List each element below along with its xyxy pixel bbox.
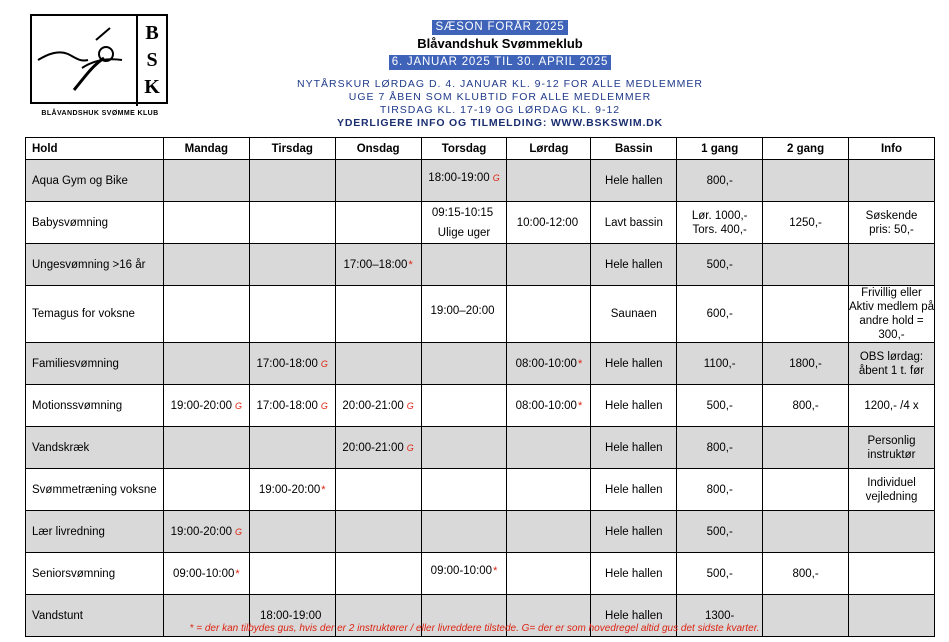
cell-tirsdag-time: 17:00-18:00 (256, 399, 318, 412)
cell-bassin: Hele hallen (591, 244, 677, 286)
table-row (26, 427, 935, 469)
cell-mandag-mark: G (235, 526, 243, 537)
cell-info (849, 511, 935, 553)
col-header-2-gang: 2 gang (763, 138, 849, 160)
info-line-1: Individuel (867, 476, 916, 489)
price-1-gang: 500,- (706, 258, 733, 271)
cell-tirsdag-time: 19:00-20:00 (258, 483, 321, 496)
cell-1-gang (677, 343, 763, 385)
price-1-gang: 500,- (706, 399, 733, 412)
cell-tirsdag (249, 385, 335, 427)
cell-tirsdag (249, 511, 335, 553)
cell-2-gang (763, 427, 849, 469)
cell-lordag (507, 286, 591, 343)
cell-lordag-time: 10:00-12:00 (516, 216, 579, 229)
cell-tirsdag (249, 160, 335, 202)
logo-letter-b: B (145, 22, 159, 44)
logo-letter-box (136, 16, 166, 106)
cell-mandag-time: 19:00-20:00 (170, 399, 233, 412)
cell-bassin: Hele hallen (591, 385, 677, 427)
info-line-2: pris: 50,- (869, 223, 914, 236)
cell-tirsdag-time: 18:00-19:00 (260, 609, 322, 622)
cell-info (849, 202, 935, 244)
cell-onsdag (335, 202, 421, 244)
cell-info (849, 553, 935, 595)
table-row (26, 244, 935, 286)
cell-2-gang (763, 160, 849, 202)
cell-tirsdag (249, 343, 335, 385)
cell-lordag (507, 160, 591, 202)
cell-onsdag (335, 469, 421, 511)
cell-torsdag-time: 09:15-10:15 (431, 206, 494, 219)
col-header-tirsdag: Tirsdag (249, 138, 335, 160)
logo-letter-s: S (146, 49, 158, 71)
cell-torsdag (421, 385, 507, 427)
cell-mandag-mark: G (235, 400, 243, 411)
table-row (26, 385, 935, 427)
cell-info (849, 343, 935, 385)
table-row (26, 511, 935, 553)
footnote: * = der kan tilbydes gus, hvis der er 2 instruktører / eller livreddere tilstede. G= der er som hovedregel altid gus det sidste kvarter. (189, 623, 760, 634)
price-1-gang: 500,- (706, 525, 733, 538)
swimmer-logo-icon (34, 20, 132, 104)
price-1-gang: 1300- (704, 609, 735, 622)
cell-onsdag (335, 160, 421, 202)
info-line-1: 1200,- /4 x (864, 399, 919, 412)
cell-onsdag (335, 385, 421, 427)
cell-onsdag (335, 511, 421, 553)
info-line-1: Frivillig eller Aktiv medlem på (849, 287, 935, 313)
cell-mandag (163, 286, 249, 343)
cell-lordag-mark: * (577, 357, 583, 370)
cell-onsdag (335, 286, 421, 343)
cell-2-gang: 800,- (763, 385, 849, 427)
cell-torsdag-time: 18:00-19:00 (428, 171, 490, 184)
cell-lordag (507, 427, 591, 469)
cell-mandag (163, 343, 249, 385)
cell-torsdag (421, 286, 507, 343)
col-header-mandag: Mandag (163, 138, 249, 160)
cell-2-gang: 1250,- (763, 202, 849, 244)
club-name: Blåvandshuk Svømmeklub (417, 36, 583, 51)
cell-1-gang (677, 553, 763, 595)
cell-bassin: Hele hallen (591, 553, 677, 595)
table-row (26, 286, 935, 343)
page-header (200, 17, 800, 130)
cell-2-gang (763, 469, 849, 511)
cell-onsdag-time: 20:00-21:00 (342, 399, 404, 412)
cell-lordag (507, 511, 591, 553)
col-header-hold: Hold (26, 138, 164, 160)
cell-tirsdag-mark: G (320, 358, 328, 369)
cell-1-gang (677, 244, 763, 286)
cell-onsdag (335, 343, 421, 385)
cell-torsdag (421, 244, 507, 286)
cell-torsdag (421, 553, 507, 595)
cell-tirsdag (249, 469, 335, 511)
cell-torsdag (421, 202, 507, 244)
info-line-2: instruktør (867, 448, 916, 461)
cell-mandag (163, 160, 249, 202)
logo-caption: BLÅVANDSHUK SVØMME KLUB (41, 110, 159, 117)
cell-hold: Motionssvømning (26, 385, 164, 427)
cell-info (849, 286, 935, 343)
cell-lordag (507, 244, 591, 286)
cell-2-gang (763, 244, 849, 286)
cell-info (849, 427, 935, 469)
cell-bassin: Hele hallen (591, 595, 677, 637)
col-header-bassin: Bassin (591, 138, 677, 160)
cell-tirsdag (249, 427, 335, 469)
logo-frame (30, 14, 168, 104)
season-dates: 6. JANUAR 2025 TIL 30. APRIL 2025 (389, 55, 611, 70)
cell-onsdag (335, 427, 421, 469)
cell-hold: Vandstunt (26, 595, 164, 637)
cell-torsdag (421, 511, 507, 553)
notice-more-info: YDERLIGERE INFO OG TILMELDING: WWW.BSKSWIM.DK (337, 117, 663, 129)
cell-mandag (163, 553, 249, 595)
cell-hold: Babysvømning (26, 202, 164, 244)
cell-torsdag (421, 427, 507, 469)
cell-onsdag-time: 20:00-21:00 (342, 441, 404, 454)
cell-onsdag-mark: G (406, 442, 414, 453)
info-line-1: Søskende (865, 209, 918, 222)
club-logo (30, 14, 170, 124)
cell-lordag-time: 08:00-10:00 (515, 399, 577, 412)
cell-hold: Lær livredning (26, 511, 164, 553)
col-header-torsdag: Torsdag (421, 138, 507, 160)
info-line-2: åbent 1 t. før (858, 364, 925, 377)
cell-lordag (507, 385, 591, 427)
cell-bassin: Lavt bassin (591, 202, 677, 244)
cell-info (849, 385, 935, 427)
price-1-gang: 1100,- (703, 357, 736, 370)
cell-hold: Aqua Gym og Bike (26, 160, 164, 202)
cell-mandag-time: 09:00-10:00 (173, 567, 235, 580)
cell-tirsdag (249, 244, 335, 286)
info-line-2: andre hold = 300,- (859, 315, 924, 341)
cell-torsdag-mark: * (493, 564, 498, 577)
col-header-lordag: Lørdag (507, 138, 591, 160)
cell-mandag (163, 469, 249, 511)
cell-1-gang (677, 286, 763, 343)
cell-2-gang (763, 511, 849, 553)
cell-1-gang (677, 202, 763, 244)
table-row (26, 469, 935, 511)
schedule-table (25, 137, 935, 637)
price-1-gang: 800,- (706, 483, 733, 496)
cell-bassin: Hele hallen (591, 427, 677, 469)
notice-week-7: UGE 7 ÅBEN SOM KLUBTID FOR ALLE MEDLEMMER (348, 91, 652, 103)
notice-times: TIRSDAG KL. 17-19 OG LØRDAG KL. 9-12 (379, 104, 621, 116)
cell-lordag (507, 469, 591, 511)
cell-tirsdag (249, 202, 335, 244)
cell-bassin: Saunaen (591, 286, 677, 343)
cell-hold: Vandskræk (26, 427, 164, 469)
cell-1-gang (677, 427, 763, 469)
cell-1-gang (677, 160, 763, 202)
cell-lordag (507, 202, 591, 244)
cell-info (849, 160, 935, 202)
price-1-gang: Lør. 1000,- (691, 209, 748, 222)
cell-tirsdag-time: 17:00-18:00 (256, 357, 318, 370)
cell-mandag (163, 244, 249, 286)
cell-tirsdag-mark: G (320, 400, 328, 411)
cell-hold: Seniorsvømning (26, 553, 164, 595)
price-1-gang: 800,- (706, 441, 733, 454)
logo-letter-k: K (144, 76, 160, 98)
cell-onsdag-mark: * (408, 258, 413, 271)
cell-2-gang: 800,- (763, 553, 849, 595)
cell-hold: Familiesvømning (26, 343, 164, 385)
cell-torsdag (421, 343, 507, 385)
cell-tirsdag (249, 553, 335, 595)
cell-onsdag (335, 553, 421, 595)
cell-mandag-mark: * (235, 567, 240, 580)
table-row (26, 202, 935, 244)
cell-mandag (163, 511, 249, 553)
cell-2-gang: 1800,- (763, 343, 849, 385)
info-line-1: Personlig (867, 434, 916, 447)
cell-info (849, 469, 935, 511)
col-header-onsdag: Onsdag (335, 138, 421, 160)
cell-1-gang (677, 469, 763, 511)
cell-torsdag-time: 19:00–20:00 (430, 305, 495, 317)
notice-new-year: NYTÅRSKUR LØRDAG D. 4. JANUAR KL. 9-12 FOR ALLE MEDLEMMER (297, 78, 703, 90)
cell-bassin: Hele hallen (591, 469, 677, 511)
cell-hold: Ungesvømning >16 år (26, 244, 164, 286)
cell-lordag (507, 553, 591, 595)
cell-onsdag-mark: G (406, 400, 414, 411)
cell-info (849, 244, 935, 286)
col-header-1-gang: 1 gang (677, 138, 763, 160)
cell-bassin: Hele hallen (591, 160, 677, 202)
cell-hold: Temagus for voksne (26, 286, 164, 343)
table-header-row (26, 138, 935, 160)
col-header-info: Info (849, 138, 935, 160)
price-1-gang: 500,- (706, 567, 733, 580)
cell-lordag-time: 08:00-10:00 (515, 357, 577, 370)
cell-1-gang (677, 385, 763, 427)
cell-torsdag (421, 469, 507, 511)
cell-lordag (507, 343, 591, 385)
cell-2-gang (763, 286, 849, 343)
cell-mandag (163, 202, 249, 244)
cell-lordag-mark: * (577, 399, 583, 412)
cell-torsdag-time: 09:00-10:00 (430, 564, 493, 577)
season-title: SÆSON FORÅR 2025 (432, 20, 567, 35)
cell-onsdag-time: 17:00–18:00 (343, 258, 408, 271)
info-line-2: vejledning (865, 490, 918, 503)
cell-1-gang (677, 511, 763, 553)
cell-torsdag-note: Ulige uger (437, 226, 491, 239)
cell-mandag-time: 19:00-20:00 (170, 525, 233, 538)
price-1-gang: 600,- (706, 308, 733, 320)
cell-tirsdag (249, 286, 335, 343)
price-1-gang-alt: Tors. 400,- (692, 223, 747, 236)
cell-mandag (163, 385, 249, 427)
cell-bassin: Hele hallen (591, 343, 677, 385)
price-1-gang: 800,- (706, 174, 733, 187)
table-row (26, 553, 935, 595)
table-row (26, 160, 935, 202)
cell-torsdag (421, 160, 507, 202)
cell-onsdag (335, 244, 421, 286)
table-row (26, 343, 935, 385)
cell-torsdag-mark: G (492, 172, 500, 183)
cell-mandag (163, 427, 249, 469)
cell-tirsdag-mark: * (321, 483, 326, 496)
cell-hold: Svømmetræning voksne (26, 469, 164, 511)
cell-bassin: Hele hallen (591, 511, 677, 553)
info-line-1: OBS lørdag: (859, 350, 924, 363)
